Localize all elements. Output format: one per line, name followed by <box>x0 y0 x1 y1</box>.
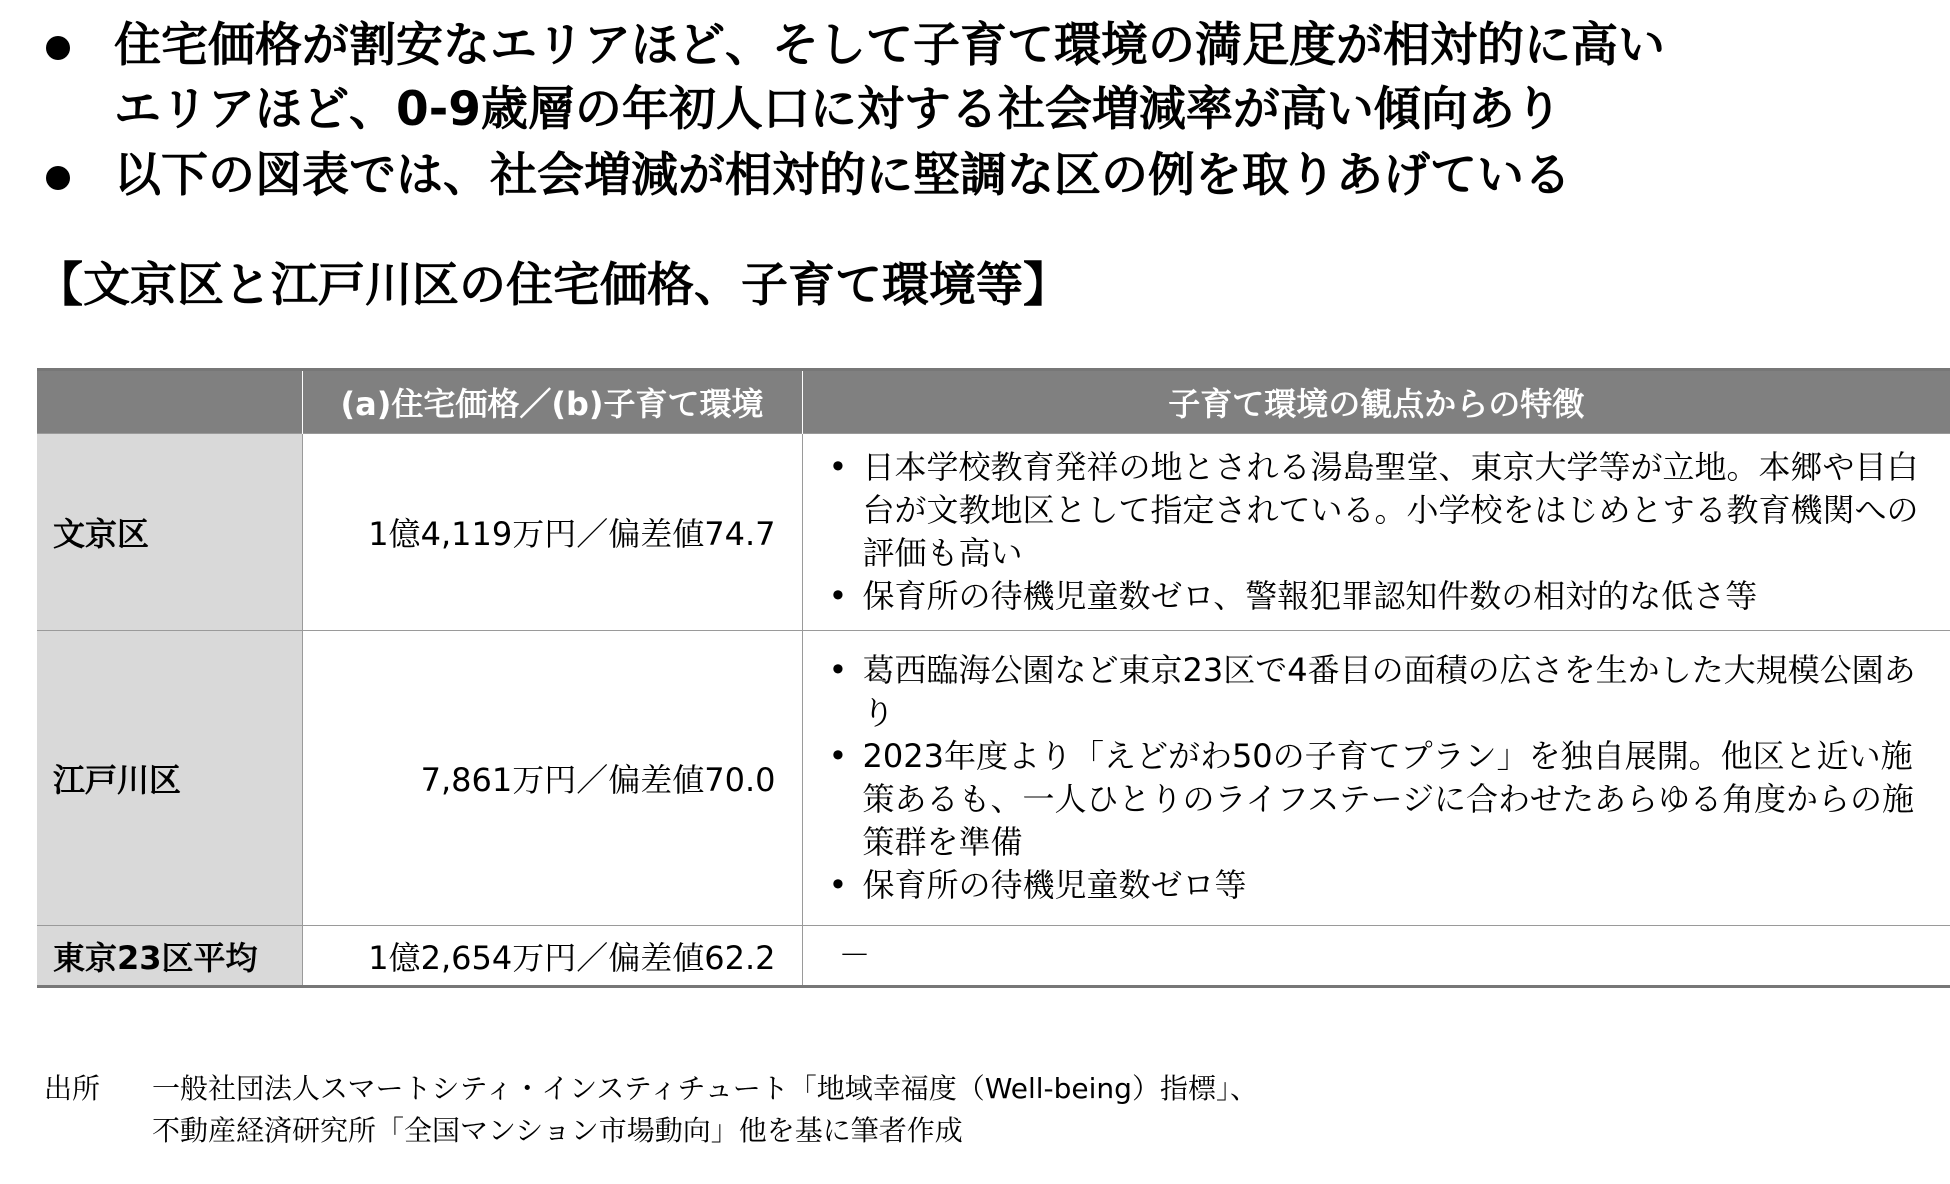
bullet-item <box>40 14 1920 142</box>
header-cell-blank <box>37 370 302 434</box>
source-line: 不動産経済研究所「全国マンション市場動向」他を基に筆者作成 <box>152 1114 963 1147</box>
feature-item: • 保育所の待機児童数ゼロ等 <box>825 864 1937 907</box>
section-title: 【文京区と江戸川区の住宅価格、子育て環境等】 <box>36 258 1070 313</box>
bullet-list <box>40 14 1920 208</box>
comparison-table <box>37 368 1950 988</box>
bullet-dot-icon <box>46 36 70 60</box>
header-cell-features: 子育て環境の観点からの特徴 <box>802 370 1950 434</box>
source-note <box>44 1068 1258 1152</box>
feature-item: • 2023年度より「えどがわ50の子育てプラン」を独自展開。他区と近い施策あるも、一人ひとりのライフステージに合わせたあらゆる角度からの施策群を準備 <box>825 735 1937 864</box>
bullet-dot-icon <box>46 166 70 190</box>
bullet-text-line: 以下の図表では、社会増減が相対的に堅調な区の例を取りあげている <box>114 148 1571 203</box>
header-cell-price: (a)住宅価格／(b)子育て環境 <box>302 370 802 434</box>
price-cell: 7,861万円／偏差値70.0 <box>302 631 802 926</box>
row-name-edogawa: 江戸川区 <box>37 631 302 926</box>
table-row <box>37 434 1950 631</box>
features-cell <box>802 434 1950 631</box>
price-cell: 1億4,119万円／偏差値74.7 <box>302 434 802 631</box>
bullet-text-line: 住宅価格が割安なエリアほど、そして子育て環境の満足度が相対的に高い <box>114 18 1665 73</box>
feature-item: • 葛西臨海公園など東京23区で4番目の面積の広さを生かした大規模公園あり <box>825 649 1937 735</box>
bullet-text-line: エリアほど、0-9歳層の年初人口に対する社会増減率が高い傾向あり <box>114 82 1562 137</box>
price-cell: 1億2,654万円／偏差値62.2 <box>302 926 802 987</box>
features-cell <box>802 926 1950 987</box>
feature-item: • 保育所の待機児童数ゼロ、警報犯罪認知件数の相対的な低さ等 <box>825 575 1937 618</box>
table-header-row <box>37 370 1950 434</box>
feature-item: • 日本学校教育発祥の地とされる湯島聖堂、東京大学等が立地。本郷や目白台が文教地区として指定されている。小学校をはじめとする教育機関への評価も高い <box>825 446 1937 575</box>
bullet-item <box>40 144 1920 208</box>
dash-placeholder: － <box>838 936 871 974</box>
source-label: 出所 <box>44 1072 101 1105</box>
features-cell <box>802 631 1950 926</box>
table-row <box>37 631 1950 926</box>
row-name-bunkyo: 文京区 <box>37 434 302 631</box>
source-line: 一般社団法人スマートシティ・インスティチュート「地域幸福度（Well-being）指標」、 <box>152 1072 1258 1105</box>
table-row <box>37 926 1950 987</box>
row-name-tokyo23-average: 東京23区平均 <box>37 926 302 987</box>
